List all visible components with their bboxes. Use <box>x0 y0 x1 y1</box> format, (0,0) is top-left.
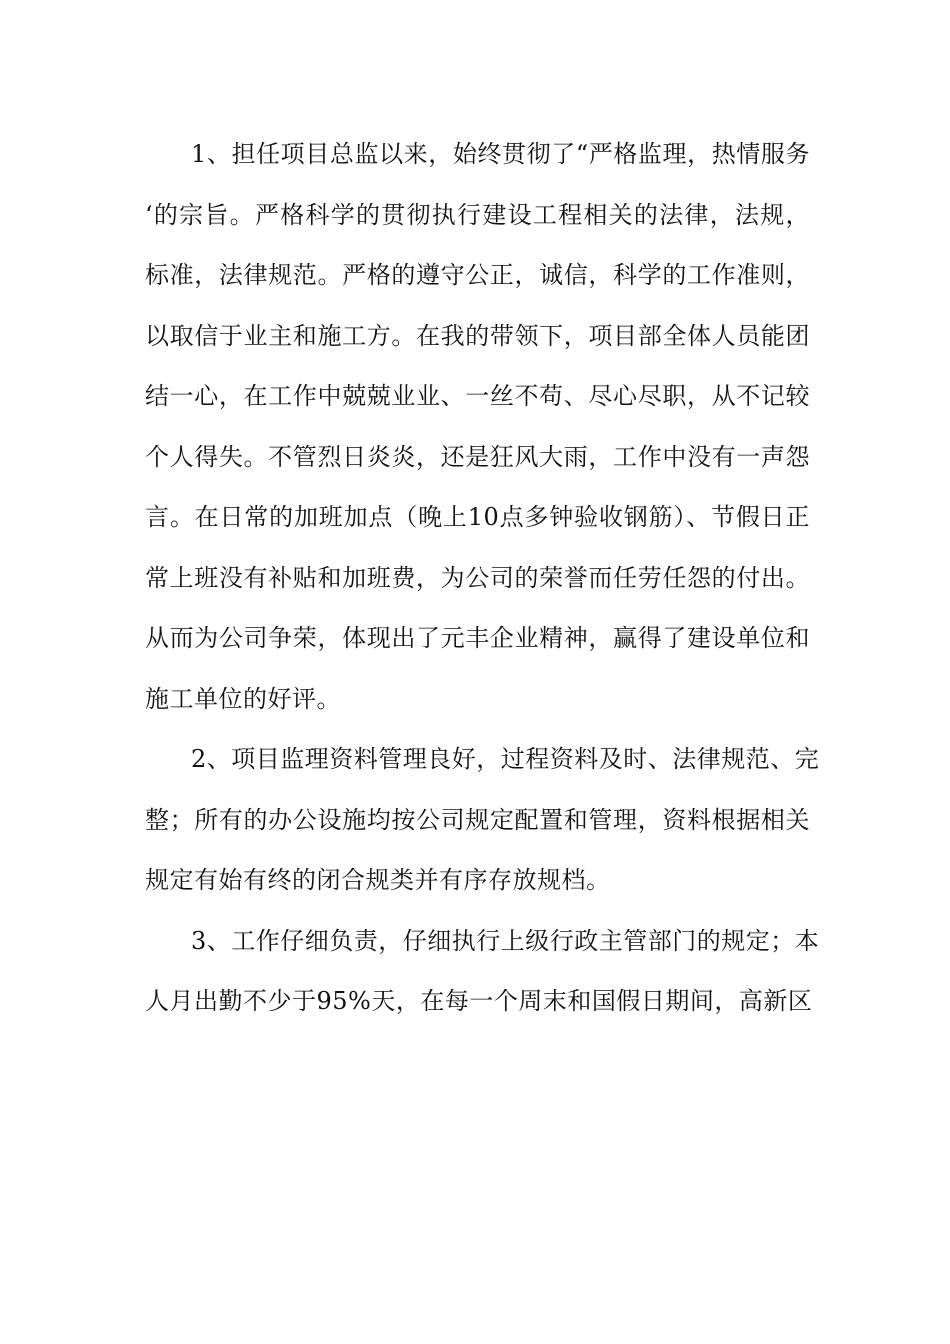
paragraph-3-line-1: 3、工作仔细负责，仔细执行上级行政主管部门的规定；本 <box>191 926 820 955</box>
paragraph-1-line-10: 施工单位的好评。 <box>145 684 341 713</box>
paragraph-1-line-8: 常上班没有补贴和加班费，为公司的荣誉而任劳任怨的付出。 <box>145 563 810 592</box>
body-text <box>145 128 820 1036</box>
paragraph-2-line-1: 2、项目监理资料管理良好，过程资料及时、法律规范、完 <box>191 745 820 773</box>
paragraph-1-line-4: 以取信于业主和施工方。在我的带领下，项目部全体人员能团 <box>145 321 810 350</box>
paragraph-1-line-5: 结一心，在工作中兢兢业业、一丝不苟、尽心尽职，从不记较 <box>145 382 810 410</box>
paragraph-1-line-2: ‘的宗旨。严格科学的贯彻执行建设工程相关的法律，法规， <box>145 200 810 229</box>
paragraph-1-line-1: 1、担任项目总监以来，始终贯彻了“严格监理，热情服务 <box>191 140 810 168</box>
paragraph-1-line-6: 个人得失。不管烈日炎炎，还是狂风大雨，工作中没有一声怨 <box>145 442 810 471</box>
paragraph-1-line-7: 言。在日常的加班加点（晚上10点多钟验收钢筋）、节假日正 <box>145 503 810 531</box>
paragraph-2-line-3: 规定有始有终的闭合规类并有序存放规档。 <box>145 866 611 894</box>
paragraph-2-line-2: 整；所有的办公设施均按公司规定配置和管理，资料根据相关 <box>145 805 810 834</box>
paragraph-3-line-2: 人月出勤不少于95%天，在每一个周末和国假日期间，高新区 <box>145 987 813 1015</box>
paragraph-1-line-3: 标准，法律规范。严格的遵守公正，诚信，科学的工作准则， <box>145 261 810 289</box>
paragraph-1-line-9: 从而为公司争荣，体现出了元丰企业精神，赢得了建设单位和 <box>145 624 810 652</box>
